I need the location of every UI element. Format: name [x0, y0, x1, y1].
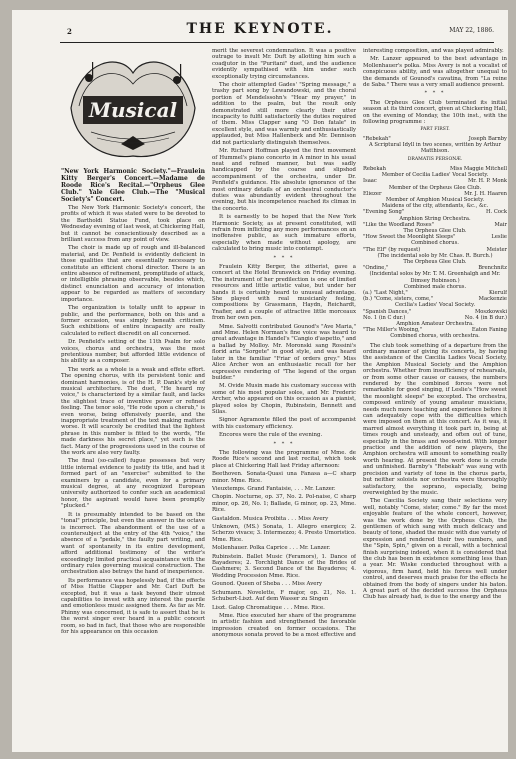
- program-note: The Orpheus Glee Club.: [403, 258, 467, 265]
- paragraph: Its performance was hopelessly bad, if the effects of Miss Hattie Clapper and Mr. Carl Duft be excepted, but it was a task beyond their utmost capabilities to invest with any interest the puerile and emotionless music assigned them. As far as Mr. Phinny was concerned, it is safe to assert that he is the worst singer ever heard in a public concert room, so bad in fact, that those who are responsible for his appearance on this occasion: [61, 577, 205, 635]
- program-note: A Scriptural Idyll in two scenes, written by Arthur Matthison.: [368, 142, 502, 155]
- program-title: (b.) "Come, sisters, come,": [363, 296, 434, 303]
- program-note: Cecilia's Ladies' Vocal Society.: [394, 302, 476, 309]
- program-line: Chopin. Nocturne, op. 37, No. 2. Pol-naise, C sharp minor, op. 26, No. 1; Ballade, G minor, op. 23, Mme. Rice.: [212, 494, 356, 514]
- program-composer: No. 4 (in B dur.): [464, 314, 507, 321]
- program-list: [363, 166, 507, 340]
- paragraph: Mr. Richard Hoffman played the first movement of Hummel's piano concerto in A minor in his usual neat and refined manner, but was sadly handicapped by the coarse and slipshod accompaniment of the orchestra, under Dr. Penfield's guidance. His absolute ignorance of the most ordinary details of an orchestral conductor's duties was abundantly evident throughout the evening, but his incompetence reached its climax in the concerto.: [212, 148, 356, 212]
- program-composer: H. Cock: [486, 209, 507, 216]
- program-note: (Incidental solos by Mr. T. M. Greenhalgh and Mr. Dimsey Robinson.): [369, 271, 501, 284]
- paragraph: The choir attempted Gades' "Spring message," a trashy part song by Lewandowski, and the choral portion of Mendelssohn's "Hear my prayer," in addition to the psalm, but the result only demonstrated still more clearly their utter incapacity to fulfil satisfactorily the duties required of them. Miss Clapper sang "O Don fatale" in excellent style, and was warmly and enthusiastically applauded, but Miss Hallenbeck and Mr. Dennison did not particularly distinguish themselves.: [212, 82, 356, 146]
- program-line: Gounod. Queen of Sheba . . . Miss Avery: [212, 581, 323, 588]
- program-title: "Like the Woodland Roses": [363, 221, 434, 228]
- musical-header-illustration: [61, 48, 205, 166]
- program-note: Member of Amphion Musical Society.: [385, 196, 485, 203]
- program-title: No. 1 (in C dur.): [363, 314, 406, 321]
- program-title: (a.) "Last Night,": [363, 289, 408, 296]
- column-3: [363, 48, 507, 746]
- program-composer: Kierulf: [488, 289, 507, 296]
- program-title: Isaac: [363, 178, 377, 185]
- program-line: Beethoven. Sonata-Quasi una Fanasa a—C sharp minor. Mme. Rice.: [212, 471, 356, 484]
- paragraph: The club took something of a departure from the ordinary manner of giving its concerts, by having the assistance of the Cæcilia Ladies Vocal Society, the Amphion Musical Society and the Amphion orchestra. Whether from insufficiency of rehearsals, or from some other cause or causes, the numbers rendered by the combined forces were not remarkable for good singing, if Leslie's "How sweet the moonlight sleeps" be excepted. The orchestra, composed entirely of young amateur musicians, needs much more teaching and experience before it can adequately cope with the difficulties which were imposed on them at this concert. As it was, it marred almost everything it took part in, being at times rough and unsteady, and often out of tune, especially in the brass and wood-wind. With longer practice and the addition of new players, the Amphion orchestra will amount to something really worth hearing. At present the work done is crude and unfinished. Barnby's "Rebekah" was sung with precision and variety of tone in the chorus parts, but neither soloists nor orchestra were thoroughly satisfactory, the soprano, especially, being overweighted by the music.: [363, 342, 507, 496]
- program-title: "The Elf" (by request): [363, 246, 421, 253]
- newspaper-page: [12, 10, 508, 752]
- program-note: Amphion String Orchestra.: [399, 215, 471, 222]
- paragraph: Signor Agramonte filled the post of accompanist with his customary efficiency.: [212, 417, 356, 430]
- musical-header-text: Musical: [88, 98, 178, 122]
- paragraph: The work as a whole is a weak and effete effort. The opening chorus, with its persistent tonic and dominant harmonies, is of the H. P. Dank's style of musical architecture. The duet, "He heard my voice," is characterized by a similar fault, and lacks the slightest trace of inventive power or refined feeling. The tenor solo, "He rode upon a cherub," is even worse, being offensively puerile, and the inappropriate treatment of the text making matters worse. It will scarcely be credited that the lightest phrase in this number is fitted to the words, "He made darkness his secret place," yet such is the fact. Many of the progressions used in the course of the work are also very faulty.: [61, 366, 205, 457]
- program-title: "Evening Song": [363, 209, 405, 216]
- program-title: "Rebekah": [363, 135, 391, 142]
- program-note: Combined chorus.: [411, 240, 459, 247]
- paragraph: Encores were the rule of the evening.: [219, 432, 323, 439]
- program-composer: Eaton Faning: [471, 327, 507, 334]
- program-title: Eliezer: [363, 190, 382, 197]
- program-note: Member of Cecilia Ladies' Vocal Society.: [381, 172, 489, 179]
- dramatis-heading: DRAMATIS PERSONÆ.: [407, 157, 463, 163]
- program-note: Member of the Orpheus Glee Club.: [388, 184, 482, 191]
- paragraph: M. Ovide Musin made his customary success with some of his most popular solos, and Mr. Frederic Archer, who appeared on this occasion as a pianist, played solos by Chopin, Rubinstein, Bennett and Silas.: [212, 383, 356, 415]
- paragraph: The Orpheus Glee Club terminated its initial season at its third concert, given at Chickering Hall, on the evening of Monday, the 10th inst., with the following programme :: [363, 99, 507, 126]
- paragraph: Fraulein Kitty Berger, the zitherist, gave a concert at the Hotel Brunswick on Friday evening. The instrument of her predilection is one of limited resources and little artistic value, but under her hands it is certainly heard to unusual advantage. She played with real musicianly feeling, compositions by Grassmann, Haydn, Reichardt, Ynafier, and a couple of attractive little morceaux from her own pen.: [212, 264, 356, 322]
- program-note: Amphion Amateur Orchestra.: [396, 320, 474, 327]
- program-line: Rubinstein. Ballet Music (Feramors), 1. Dance of Bayaderes; 2. Torchlight Dance of the Brides of Cashmere; 3. Second Dance of the Bayaderes; 4. Wedding Procession Mme. Rice.: [212, 553, 356, 579]
- program-composer: Mair: [494, 221, 507, 228]
- paragraph: The choir is made up of rough and ill-balanced material, and Dr. Penfield is evidently deficient in those qualities that are essentially necessary to constitute an efficient choral director. There is an entire absence of refinement, promptitude of attack, or intelligible phrasing observable, besides which, distinct enunciation and accuracy of intonation appear to be regarded as matters of secondary importance.: [61, 245, 205, 303]
- program-composer: Mr. J. H. Haaren: [464, 190, 507, 197]
- paragraph: The Cæcilia Society sang their selections very well, notably "Come, sister, come." By far the most enjoyable feature of the whole concert, however, was the work done by the Orpheus Club, the gentlemen of which sang with much delicacy and beauty of tone, shaded the music with due variety of expression and rendered their two numbers, and the "Spin, Spin," given on a recall, with a technical finish surprising indeed, when it is considered that the club has been in existence something less than a year. Mr. Wiske conducted throughout with a vigorous, firm hand, held his forces well under control, and deserves much praise for the effects he obtained from the body of singers under his baton. A great part of the decided success the Orpheus Club has already had, is due to the energy and the: [363, 498, 507, 601]
- paragraph: Mr. Lanzer appeared to the best advantage in Mollenhauer's polka. Miss Avery is not a vocalist of conspicuous ability, and was altogether unequal to the demands of Gounod's cavatina, from "La reine de Saba." There was a very small audience present.: [363, 56, 507, 89]
- program-composer: Leslie: [491, 234, 507, 241]
- program-line: Gastaldon. Musica Proibita . . . Miss Avery: [212, 515, 329, 522]
- program-line: Liszt. Galop Chromatique . . . Mme. Rice.: [212, 604, 325, 611]
- header-rule: [60, 42, 494, 43]
- paragraph: It is presumably intended to be based on the "tonal" principle, but even the answer in the octave is incorrect. The abandonment of the use of a countersubject at the entry of the 4th "voice," the absence of a "pedale," the faulty part writing, and want of spontaneity in its entire development, afford additional testimony of the writer's exceedingly limited practical acquaintance with the ordinary rules governing musical construction. The orchestration also betrays the hand of inexperience.: [61, 511, 205, 576]
- program-line: Schumann. Novelette, F major, op. 21, No. 1. Schubert-Liszt. Auf dem Wasser zu Singen: [212, 589, 356, 603]
- program-composer: Joseph Barnby: [468, 135, 507, 142]
- section-divider: * * *: [273, 254, 295, 261]
- program-title: "Spanish Dances,": [363, 308, 412, 315]
- section-divider: * * *: [424, 90, 446, 97]
- paragraph: Dr. Penfield's setting of the 11th Psalm for solo voices, chorus and orchestra, was the most pretentious number, but afforded little evidence of his ability as a composer.: [61, 339, 205, 365]
- program-title: "Ondine,": [363, 265, 389, 272]
- program-composer: Mr. H. P. Monk: [468, 178, 507, 185]
- program-line: Unknown, (MS.) Sonata, 1. Allegro energico; 2. Scherzo vivace; 3. Intermezzo; 4. Presto Umoristico. Mme. Rice.: [212, 524, 356, 543]
- paragraph: The New York Harmonic Society's concert, the profits of which it was stated were to be devoted to the Bartholdi Statue Fund, took place on Wednesday evening of last week, at Chickering Hall, but it cannot be conscientiously described as a brilliant success from any point of view.: [61, 205, 205, 244]
- program-composer: Meister: [486, 246, 507, 253]
- program-part-first: [363, 136, 507, 155]
- program-note: (The incidental solo by Mr. Chas. R. Burch.): [377, 252, 493, 259]
- issue-date: MAY 22, 1886.: [449, 27, 494, 34]
- col1-headline: "New York Harmonic Society."—Fraulein Kitty Berger's Concert.—Madame de Roode Rice's Recital.—"Orpheus Glee Club." Yale Glee Club.—The "Musical Society's" Concert.: [61, 168, 205, 203]
- program-title: "How Sweet the Moonlight Sleeps": [363, 234, 456, 241]
- program-heading: PART FIRST.: [420, 127, 450, 133]
- column-2: [212, 48, 356, 746]
- paragraph: merit the severest condemnation. It was a positive outrage to insult Mr. Duft by allotting him such a coadjutor in the "Puritani" duet, and the audience evidently sympathised with him under such exceptionally trying circumstances.: [212, 48, 356, 80]
- program-composer: Brenchnitz: [478, 265, 507, 272]
- paragraph: Mme. Salvotti contributed Gounod's "Ave Maria," and Mme. Helen Norman's fine voice was heard to great advantage in Handel's "Cangio d'aspetto," and a ballad by Molloy. Mr. Moronski sang Rossini's florid aria "Sorgete" in good style, and was heard later in the familiar "Friar of orders grey." Miss Alice Archer won an enthusiastic recall for her expressive rendering of "The legend of the organ builder.": [212, 323, 356, 381]
- program-title: Rebekah: [363, 165, 386, 172]
- program-composer: Miss Maggie Mitchell: [449, 165, 507, 172]
- program-composer: Moszkowski: [474, 308, 507, 315]
- section-divider: * * *: [273, 440, 295, 447]
- paragraph: The following was the programme of Mme. de Roode Rice's second and last recital, which took place at Chickering Hall last Friday afternoon:: [212, 449, 356, 469]
- paragraph: Mme. Rice executed her share of the programme in artistic fashion and strengthened the favorable impression created on former occasions. The anonymous sonata proved to be a most effective and: [212, 612, 356, 639]
- paragraph: interesting composition, and was played admirably.: [363, 48, 504, 54]
- program-line: Mollenhauer. Polka Caprice . . . Mr. Lanzer.: [212, 545, 331, 552]
- program-line: Vieuxtemps. Grand Fantaisie, . . . Mr. Lanzer.: [212, 486, 336, 492]
- paragraph: The organization is totally unfit to appear in public, and the performance, both on this and a former occasion, was simply beneath criticism. Such exhibitions of entire incapacity are really calculated to reflect discredit on all concerned.: [61, 305, 205, 337]
- program-note: The Orpheus Glee Club.: [403, 227, 467, 234]
- program-note: Maidens of the city, attendants, &c., &c.: [381, 203, 489, 210]
- masthead: THE KEYNOTE.: [186, 21, 334, 37]
- program-composer: Mackenzie: [478, 296, 507, 303]
- program-note: Combined male chorus.: [403, 283, 467, 290]
- paragraph: The final (so-called) fugue possesses but very little internal evidence to justify its title, and had it formed part of an "exercise" submitted to the examiners by a candidate, even for a primary musical degree, at any recognized European university authorized to confer such an academical honor, the aspirant would have been promptly "plucked.": [61, 458, 205, 510]
- program-note: Combined chorus, with orchestra.: [390, 333, 480, 340]
- paragraph: It is earnestly to be hoped that the New York Harmonic Society, as at present constituted, will refrain from inflicting any more performances on an inoffensive public, as such immature efforts, especially when made without apology, are calculated to bring music into contempt.: [212, 214, 356, 253]
- program-title: "The Miller's Wooing,": [363, 327, 423, 334]
- page-number: 2: [67, 27, 72, 36]
- column-1: [61, 168, 205, 746]
